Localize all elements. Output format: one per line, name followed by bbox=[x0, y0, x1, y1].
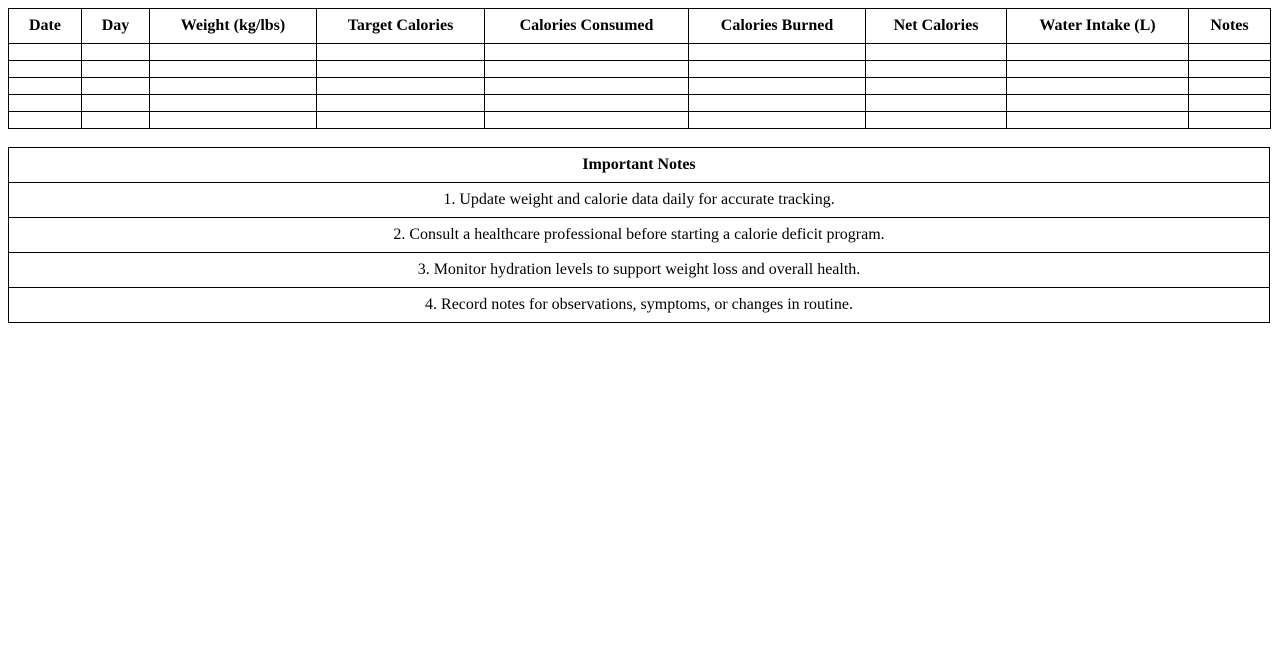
table-cell[interactable] bbox=[1007, 78, 1189, 95]
table-cell[interactable] bbox=[317, 95, 485, 112]
table-cell[interactable] bbox=[485, 95, 689, 112]
table-cell[interactable] bbox=[485, 61, 689, 78]
table-cell[interactable] bbox=[1189, 112, 1271, 129]
table-cell[interactable] bbox=[866, 95, 1007, 112]
table-cell[interactable] bbox=[866, 61, 1007, 78]
tracker-header-row bbox=[9, 9, 1271, 44]
page bbox=[0, 0, 1278, 323]
table-cell[interactable] bbox=[317, 61, 485, 78]
table-cell[interactable] bbox=[866, 112, 1007, 129]
table-row bbox=[9, 61, 1271, 78]
table-cell[interactable] bbox=[689, 112, 866, 129]
table-row bbox=[9, 78, 1271, 95]
table-cell[interactable] bbox=[150, 112, 317, 129]
table-cell[interactable] bbox=[82, 44, 150, 61]
table-cell[interactable] bbox=[1189, 78, 1271, 95]
column-header-calories-burned: Calories Burned bbox=[689, 9, 866, 44]
table-cell[interactable] bbox=[1189, 44, 1271, 61]
table-cell[interactable] bbox=[485, 112, 689, 129]
table-cell[interactable] bbox=[1189, 61, 1271, 78]
table-cell[interactable] bbox=[689, 61, 866, 78]
table-cell[interactable] bbox=[9, 112, 82, 129]
table-cell[interactable] bbox=[1007, 61, 1189, 78]
table-cell[interactable] bbox=[689, 44, 866, 61]
table-cell[interactable] bbox=[9, 95, 82, 112]
column-header-net-calories: Net Calories bbox=[866, 9, 1007, 44]
note-row bbox=[9, 288, 1270, 323]
note-row bbox=[9, 253, 1270, 288]
note-row bbox=[9, 218, 1270, 253]
column-header-calories-consumed: Calories Consumed bbox=[485, 9, 689, 44]
note-row bbox=[9, 183, 1270, 218]
table-row bbox=[9, 44, 1271, 61]
table-cell[interactable] bbox=[9, 78, 82, 95]
table-cell[interactable] bbox=[9, 61, 82, 78]
notes-header-row bbox=[9, 148, 1270, 183]
table-cell[interactable] bbox=[150, 44, 317, 61]
column-header-day: Day bbox=[82, 9, 150, 44]
table-cell[interactable] bbox=[150, 78, 317, 95]
column-header-date: Date bbox=[9, 9, 82, 44]
table-cell[interactable] bbox=[9, 44, 82, 61]
column-header-water-intake: Water Intake (L) bbox=[1007, 9, 1189, 44]
tracker-table bbox=[8, 8, 1271, 129]
note-item: 4. Record notes for observations, symptoms, or changes in routine. bbox=[9, 288, 1270, 323]
table-cell[interactable] bbox=[82, 95, 150, 112]
table-cell[interactable] bbox=[689, 95, 866, 112]
note-item: 2. Consult a healthcare professional before starting a calorie deficit program. bbox=[9, 218, 1270, 253]
table-cell[interactable] bbox=[317, 44, 485, 61]
table-cell[interactable] bbox=[1007, 44, 1189, 61]
table-cell[interactable] bbox=[150, 61, 317, 78]
table-cell[interactable] bbox=[317, 78, 485, 95]
column-header-weight: Weight (kg/lbs) bbox=[150, 9, 317, 44]
table-cell[interactable] bbox=[866, 78, 1007, 95]
table-cell[interactable] bbox=[485, 44, 689, 61]
table-cell[interactable] bbox=[150, 95, 317, 112]
table-row bbox=[9, 112, 1271, 129]
table-cell[interactable] bbox=[866, 44, 1007, 61]
note-item: 1. Update weight and calorie data daily for accurate tracking. bbox=[9, 183, 1270, 218]
table-cell[interactable] bbox=[485, 78, 689, 95]
column-header-target-calories: Target Calories bbox=[317, 9, 485, 44]
table-cell[interactable] bbox=[689, 78, 866, 95]
table-cell[interactable] bbox=[82, 78, 150, 95]
table-row bbox=[9, 95, 1271, 112]
table-cell[interactable] bbox=[82, 112, 150, 129]
table-cell[interactable] bbox=[1007, 95, 1189, 112]
important-notes-title: Important Notes bbox=[9, 148, 1270, 183]
table-cell[interactable] bbox=[1189, 95, 1271, 112]
column-header-notes: Notes bbox=[1189, 9, 1271, 44]
table-cell[interactable] bbox=[1007, 112, 1189, 129]
important-notes-table bbox=[8, 147, 1270, 323]
table-cell[interactable] bbox=[317, 112, 485, 129]
note-item: 3. Monitor hydration levels to support weight loss and overall health. bbox=[9, 253, 1270, 288]
table-cell[interactable] bbox=[82, 61, 150, 78]
